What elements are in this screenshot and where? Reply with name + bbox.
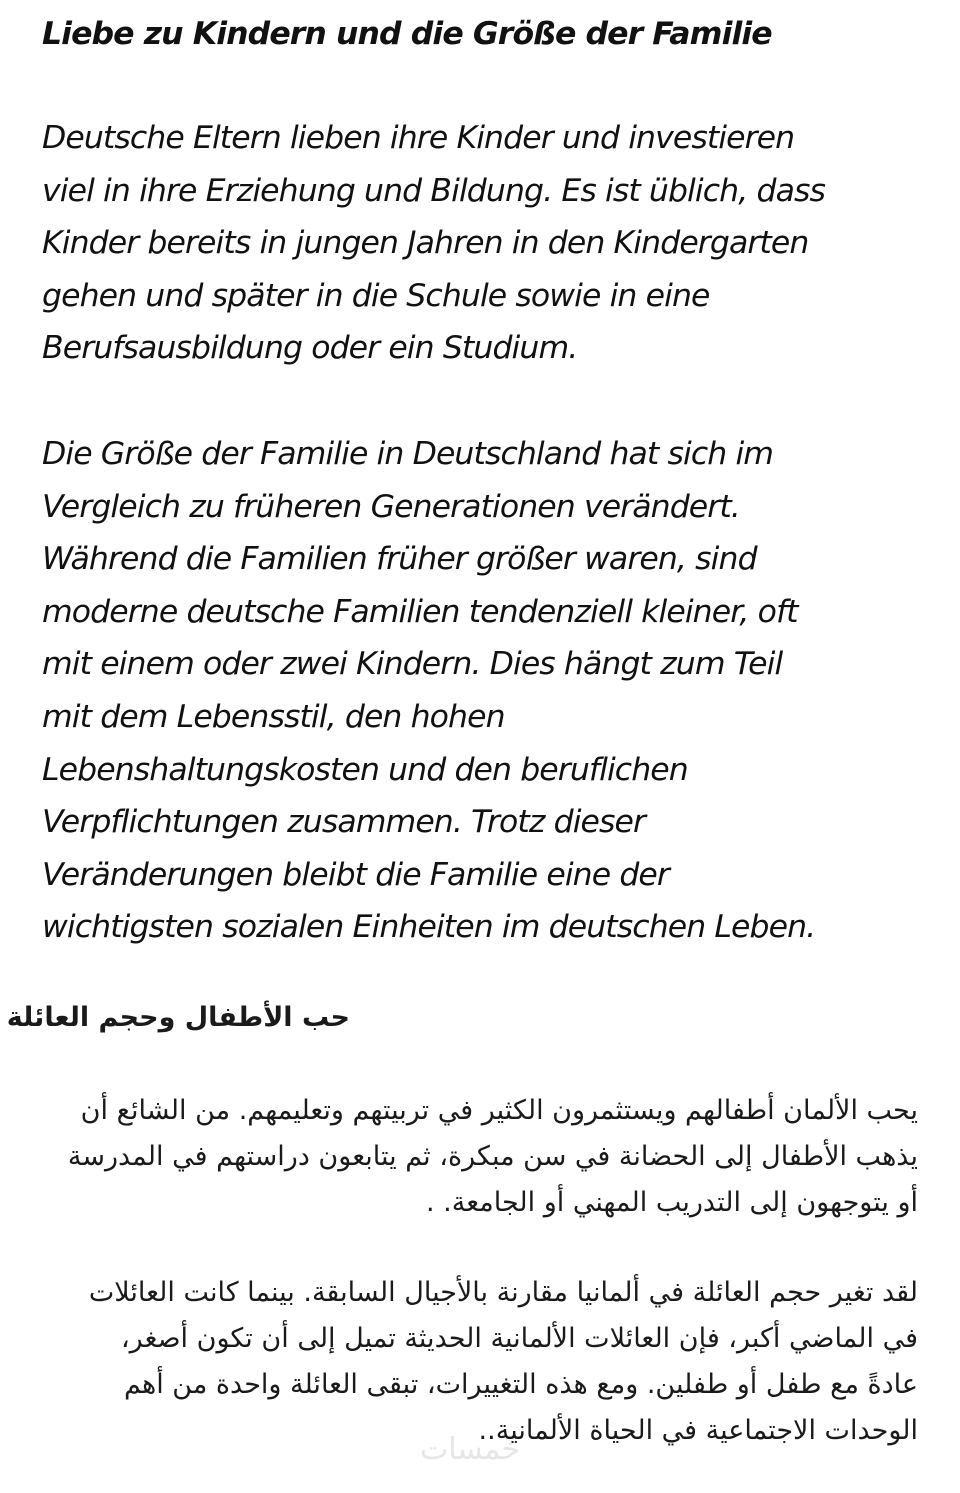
german-title: Liebe zu Kindern und die Größe der Familie: [42, 16, 772, 52]
german-p2-line: mit dem Lebensstil, den hohen: [42, 698, 505, 735]
arabic-p1-line: أو يتوجهون إلى التدريب المهني أو الجامعة. .: [426, 1187, 918, 1218]
arabic-title: حب الأطفال وحجم العائلة: [6, 1002, 350, 1033]
german-paragraph-2: [42, 428, 942, 954]
german-p1-line: gehen und später in die Schule sowie in eine: [42, 277, 710, 314]
german-p2-line: Veränderungen bleibt die Familie eine der: [42, 856, 669, 893]
watermark-logo: خمسات: [420, 1432, 521, 1467]
arabic-paragraph-2: [38, 1270, 918, 1454]
arabic-p2-line: في الماضي أكبر، فإن العائلات الألمانية الحديثة تميل إلى أن تكون أصغر،: [120, 1323, 918, 1354]
german-p2-line: mit einem oder zwei Kindern. Dies hängt zum Teil: [42, 646, 783, 683]
german-p2-line: Verpflichtungen zusammen. Trotz dieser: [42, 804, 646, 841]
german-p1-line: viel in ihre Erziehung und Bildung. Es ist üblich, dass: [42, 172, 825, 209]
german-p2-line: moderne deutsche Familien tendenziell kleiner, oft: [42, 593, 798, 630]
german-p2-line: Während die Familien früher größer waren, sind: [42, 541, 757, 578]
german-paragraph-1: [42, 112, 942, 375]
arabic-p2-line: الوحدات الاجتماعية في الحياة الألمانية..: [478, 1415, 918, 1446]
german-p2-line: Die Größe der Familie in Deutschland hat sich im: [42, 436, 774, 472]
german-p2-line: wichtigsten sozialen Einheiten im deutschen Leben.: [42, 909, 816, 946]
german-p2-line: Lebenshaltungskosten und den beruflichen: [42, 751, 688, 788]
arabic-p1-line: يذهب الأطفال إلى الحضانة في سن مبكرة، ثم يتابعون دراستهم في المدرسة: [67, 1141, 918, 1172]
german-p2-line: Vergleich zu früheren Generationen verändert.: [42, 488, 740, 525]
arabic-p2-line: لقد تغير حجم العائلة في ألمانيا مقارنة بالأجيال السابقة. بينما كانت العائلات: [88, 1277, 918, 1308]
german-p1-line: Deutsche Eltern lieben ihre Kinder und investieren: [42, 120, 795, 156]
arabic-p1-line: يحب الألمان أطفالهم ويستثمرون الكثير في تربيتهم وتعليمهم. من الشائع أن: [80, 1095, 918, 1126]
german-p1-line: Berufsausbildung oder ein Studium.: [42, 330, 578, 367]
arabic-paragraph-1: [38, 1088, 918, 1226]
arabic-p2-line: عادةً مع طفل أو طفلين. ومع هذه التغييرات، تبقى العائلة واحدة من أهم: [124, 1369, 918, 1400]
german-p1-line: Kinder bereits in jungen Jahren in den Kindergarten: [42, 225, 809, 262]
